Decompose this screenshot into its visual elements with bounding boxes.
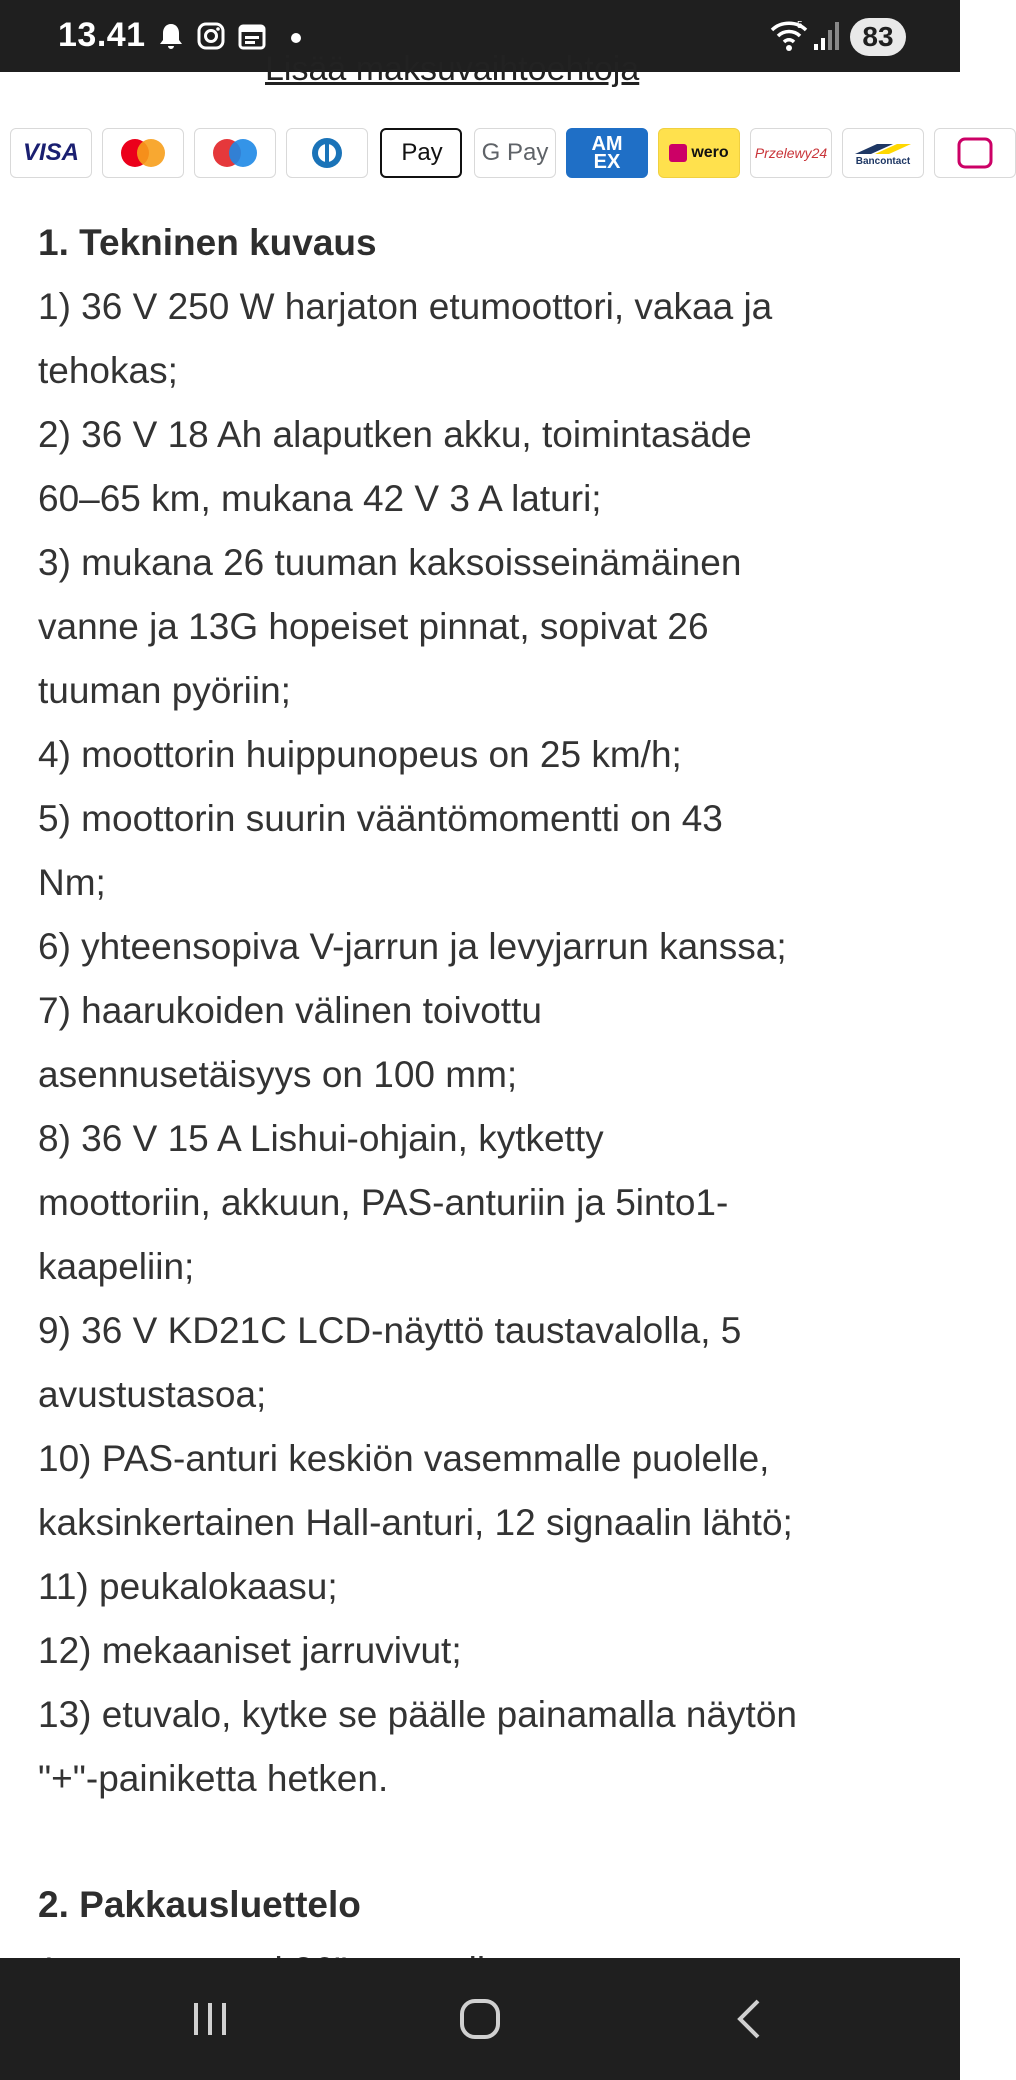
spec-line: 4) moottorin huippunopeus on 25 km/h; — [38, 734, 682, 775]
dot-icon — [291, 33, 301, 43]
payment-methods-row — [0, 128, 960, 182]
spec-line: 5) moottorin suurin vääntömomentti on 43 — [38, 798, 723, 839]
spec-line: vanne ja 13G hopeiset pinnat, sopivat 26 — [38, 606, 709, 647]
home-icon — [456, 1995, 504, 2043]
section-title-package-list: 2. Pakkausluettelo — [38, 1884, 361, 1925]
instagram-icon — [195, 20, 227, 52]
recents-button[interactable] — [130, 1958, 290, 2080]
spec-line: 13) etuvalo, kytke se päälle painamalla näytön — [38, 1694, 797, 1735]
przelewy24-logo: Przelewy24 — [750, 128, 832, 178]
payment-logo-partial — [934, 128, 1016, 178]
spec-line: 2) 36 V 18 Ah alaputken akku, toimintasäde — [38, 414, 752, 455]
spec-line: tuuman pyöriin; — [38, 670, 291, 711]
spec-line: 3) mukana 26 tuuman kaksoisseinämäinen — [38, 542, 742, 583]
spec-line: 60–65 km, mukana 42 V 3 A laturi; — [38, 478, 602, 519]
spec-line: kaapeliin; — [38, 1246, 195, 1287]
spec-line: 9) 36 V KD21C LCD-näyttö taustavalolla, 5 — [38, 1310, 742, 1351]
product-description[interactable] — [0, 50, 960, 1958]
spec-line: 7) haarukoiden välinen toivottu — [38, 990, 542, 1031]
ideal-wero-logo: wero — [658, 128, 740, 178]
visa-logo: VISA — [10, 128, 92, 178]
bancontact-logo: Bancontact — [842, 128, 924, 178]
apple-pay-logo: Pay — [380, 128, 462, 178]
mastercard-logo — [102, 128, 184, 178]
calendar-icon — [236, 20, 268, 52]
spec-line: 6) yhteensopiva V-jarrun ja levyjarrun kanssa; — [38, 926, 787, 967]
recents-icon — [188, 1997, 232, 2041]
section-title-technical: 1. Tekninen kuvaus — [38, 222, 377, 263]
home-button[interactable] — [400, 1958, 560, 2080]
wifi-icon — [770, 18, 808, 54]
battery-icon: 83 — [850, 18, 906, 56]
spec-line: moottoriin, akkuun, PAS-anturiin ja 5into1- — [38, 1182, 729, 1223]
spec-line: 12) mekaaniset jarruvivut; — [38, 1630, 462, 1671]
spec-line: Nm; — [38, 862, 106, 903]
clock: 13.41 — [58, 16, 146, 54]
svg-text:5: 5 — [797, 20, 803, 31]
bell-icon — [155, 20, 187, 52]
google-pay-logo: G Pay — [474, 128, 556, 178]
more-payment-options-link[interactable]: Lisää maksuvaihtoehtoja — [265, 50, 640, 88]
signal-icon — [812, 20, 842, 52]
spec-line: 1) 36 V 250 W harjaton etumoottori, vakaa ja — [38, 286, 773, 327]
back-icon — [728, 1997, 772, 2041]
spec-line: asennusetäisyys on 100 mm; — [38, 1054, 518, 1095]
navigation-bar — [0, 1958, 960, 2080]
spec-line: tehokas; — [38, 350, 178, 391]
spec-line: "+"-painiketta hetken. — [38, 1758, 389, 1799]
amex-logo: AM EX — [566, 128, 648, 178]
diners-club-logo — [286, 128, 368, 178]
spec-line: 11) peukalokaasu; — [38, 1566, 338, 1607]
spec-line: 10) PAS-anturi keskiön vasemmalle puolelle, — [38, 1438, 770, 1479]
spec-line: kaksinkertainen Hall-anturi, 12 signaalin lähtö; — [38, 1502, 793, 1543]
back-button[interactable] — [670, 1958, 830, 2080]
spec-line: 8) 36 V 15 A Lishui-ohjain, kytketty — [38, 1118, 604, 1159]
maestro-logo — [194, 128, 276, 178]
spec-line: avustustasoa; — [38, 1374, 267, 1415]
